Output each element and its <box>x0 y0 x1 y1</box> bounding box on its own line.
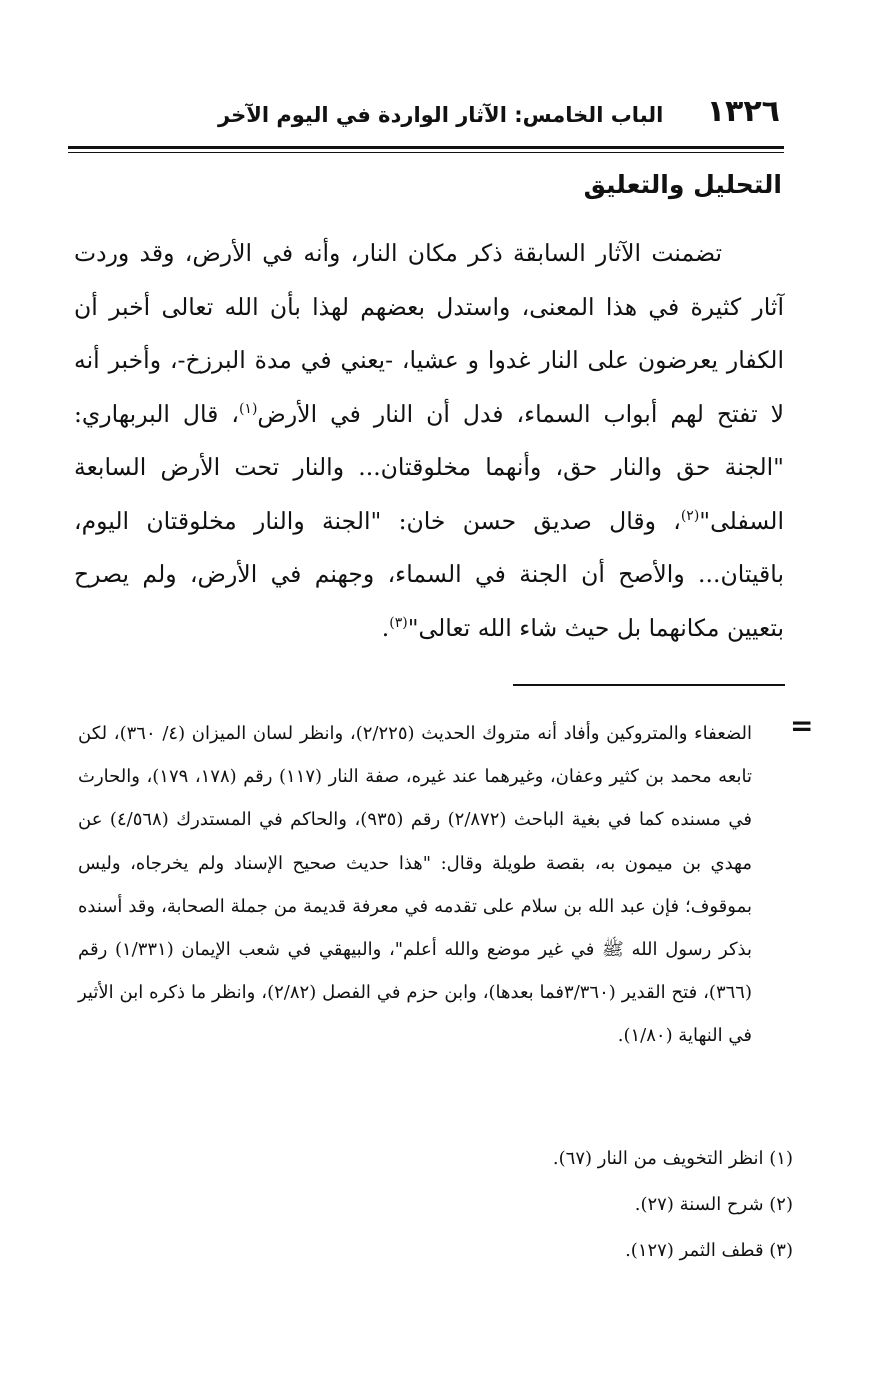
main-text <box>74 227 784 655</box>
main-text-part-4: . <box>381 613 390 642</box>
running-title: الباب الخامس: الآثار الواردة في اليوم الآخر <box>218 103 664 127</box>
main-text-part-1: تضمنت الآثار السابقة ذكر مكان النار، وأنه في الأرض، وقد وردت آثار كثيرة في هذا المعنى، واستدل بعضهم لهذا بأن الله تعالى أخبر أن الكفار يعرضون على النار غدوا و عشيا، -يعني في مدة البرزخ-، وأخبر أنه لا تفتح لهم أبواب السماء، فدل أن النار في الأرض <box>74 239 784 428</box>
main-text-part-2: ، قال البربهاري: "الجنة حق والنار حق، وأنهما مخلوقتان... والنار تحت الأرض السابعة السفلى" <box>74 399 784 535</box>
page-header <box>68 94 784 138</box>
footnote-3: (٣) قطف الثمر (١٢٧). <box>625 1240 793 1261</box>
section-heading: التحليل والتعليق <box>583 170 782 199</box>
footnote-ref-2: (٢) <box>680 507 700 524</box>
header-rule-thin <box>68 152 784 153</box>
footnote-continuation-text: الضعفاء والمتروكين وأفاد أنه متروك الحديث (٢/٢٢٥)، وانظر لسان الميزان (٤/ ٣٦٠)، لكن تابعه محمد بن كثير وعفان، وغيرهما عند غيره، صفة النار (١١٧) رقم (١٧٨، ١٧٩)، والحارث في مسنده كما في بغية الباحث (٢/٨٧٢) رقم (٩٣٥)، والحاكم في المستدرك (٤/٥٦٨) عن مهدي بن ميمون به، بقصة طويلة وقال: "هذا حديث صحيح الإسناد ولم يخرجاه، وليس بموقوف؛ فإن عبد الله بن سلام على تقدمه في معرفة قديمة من جملة الصحابة، وقد أسنده بذكر رسول الله ﷺ في غير موضع والله أعلم"، والبيهقي في شعب الإيمان (١/٣٣١) رقم (٣٦٦)، فتح القدير (٣/٣٦٠فما بعدها)، وابن حزم في الفصل (٢/٨٢)، وانظر ما ذكره ابن الأثير في النهاية (١/٨٠). <box>78 723 753 1047</box>
page-number: ١٣٢٦ <box>706 94 780 129</box>
footnote-ref-1: (١) <box>238 400 258 417</box>
footnote-continuation <box>78 712 752 1058</box>
footnote-ref-3: (٣) <box>389 614 408 631</box>
main-paragraph <box>74 227 784 655</box>
footnote-2: (٢) شرح السنة (٢٧). <box>634 1194 793 1215</box>
header-rule-thick <box>68 146 784 149</box>
footnote-separator <box>513 684 785 686</box>
footnote-continuation-mark: = <box>790 709 814 742</box>
footnotes-list <box>553 1136 793 1274</box>
footnote-1: (١) انظر التخويف من النار (٦٧). <box>552 1148 793 1169</box>
main-text-part-3: ، وقال صديق حسن خان: "الجنة والنار مخلوقتان اليوم، باقيتان... والأصح أن الجنة في السماء، وجهنم في الأرض، ولم يصرح بتعيين مكانهما بل حيث شاء الله تعالى" <box>74 506 784 642</box>
